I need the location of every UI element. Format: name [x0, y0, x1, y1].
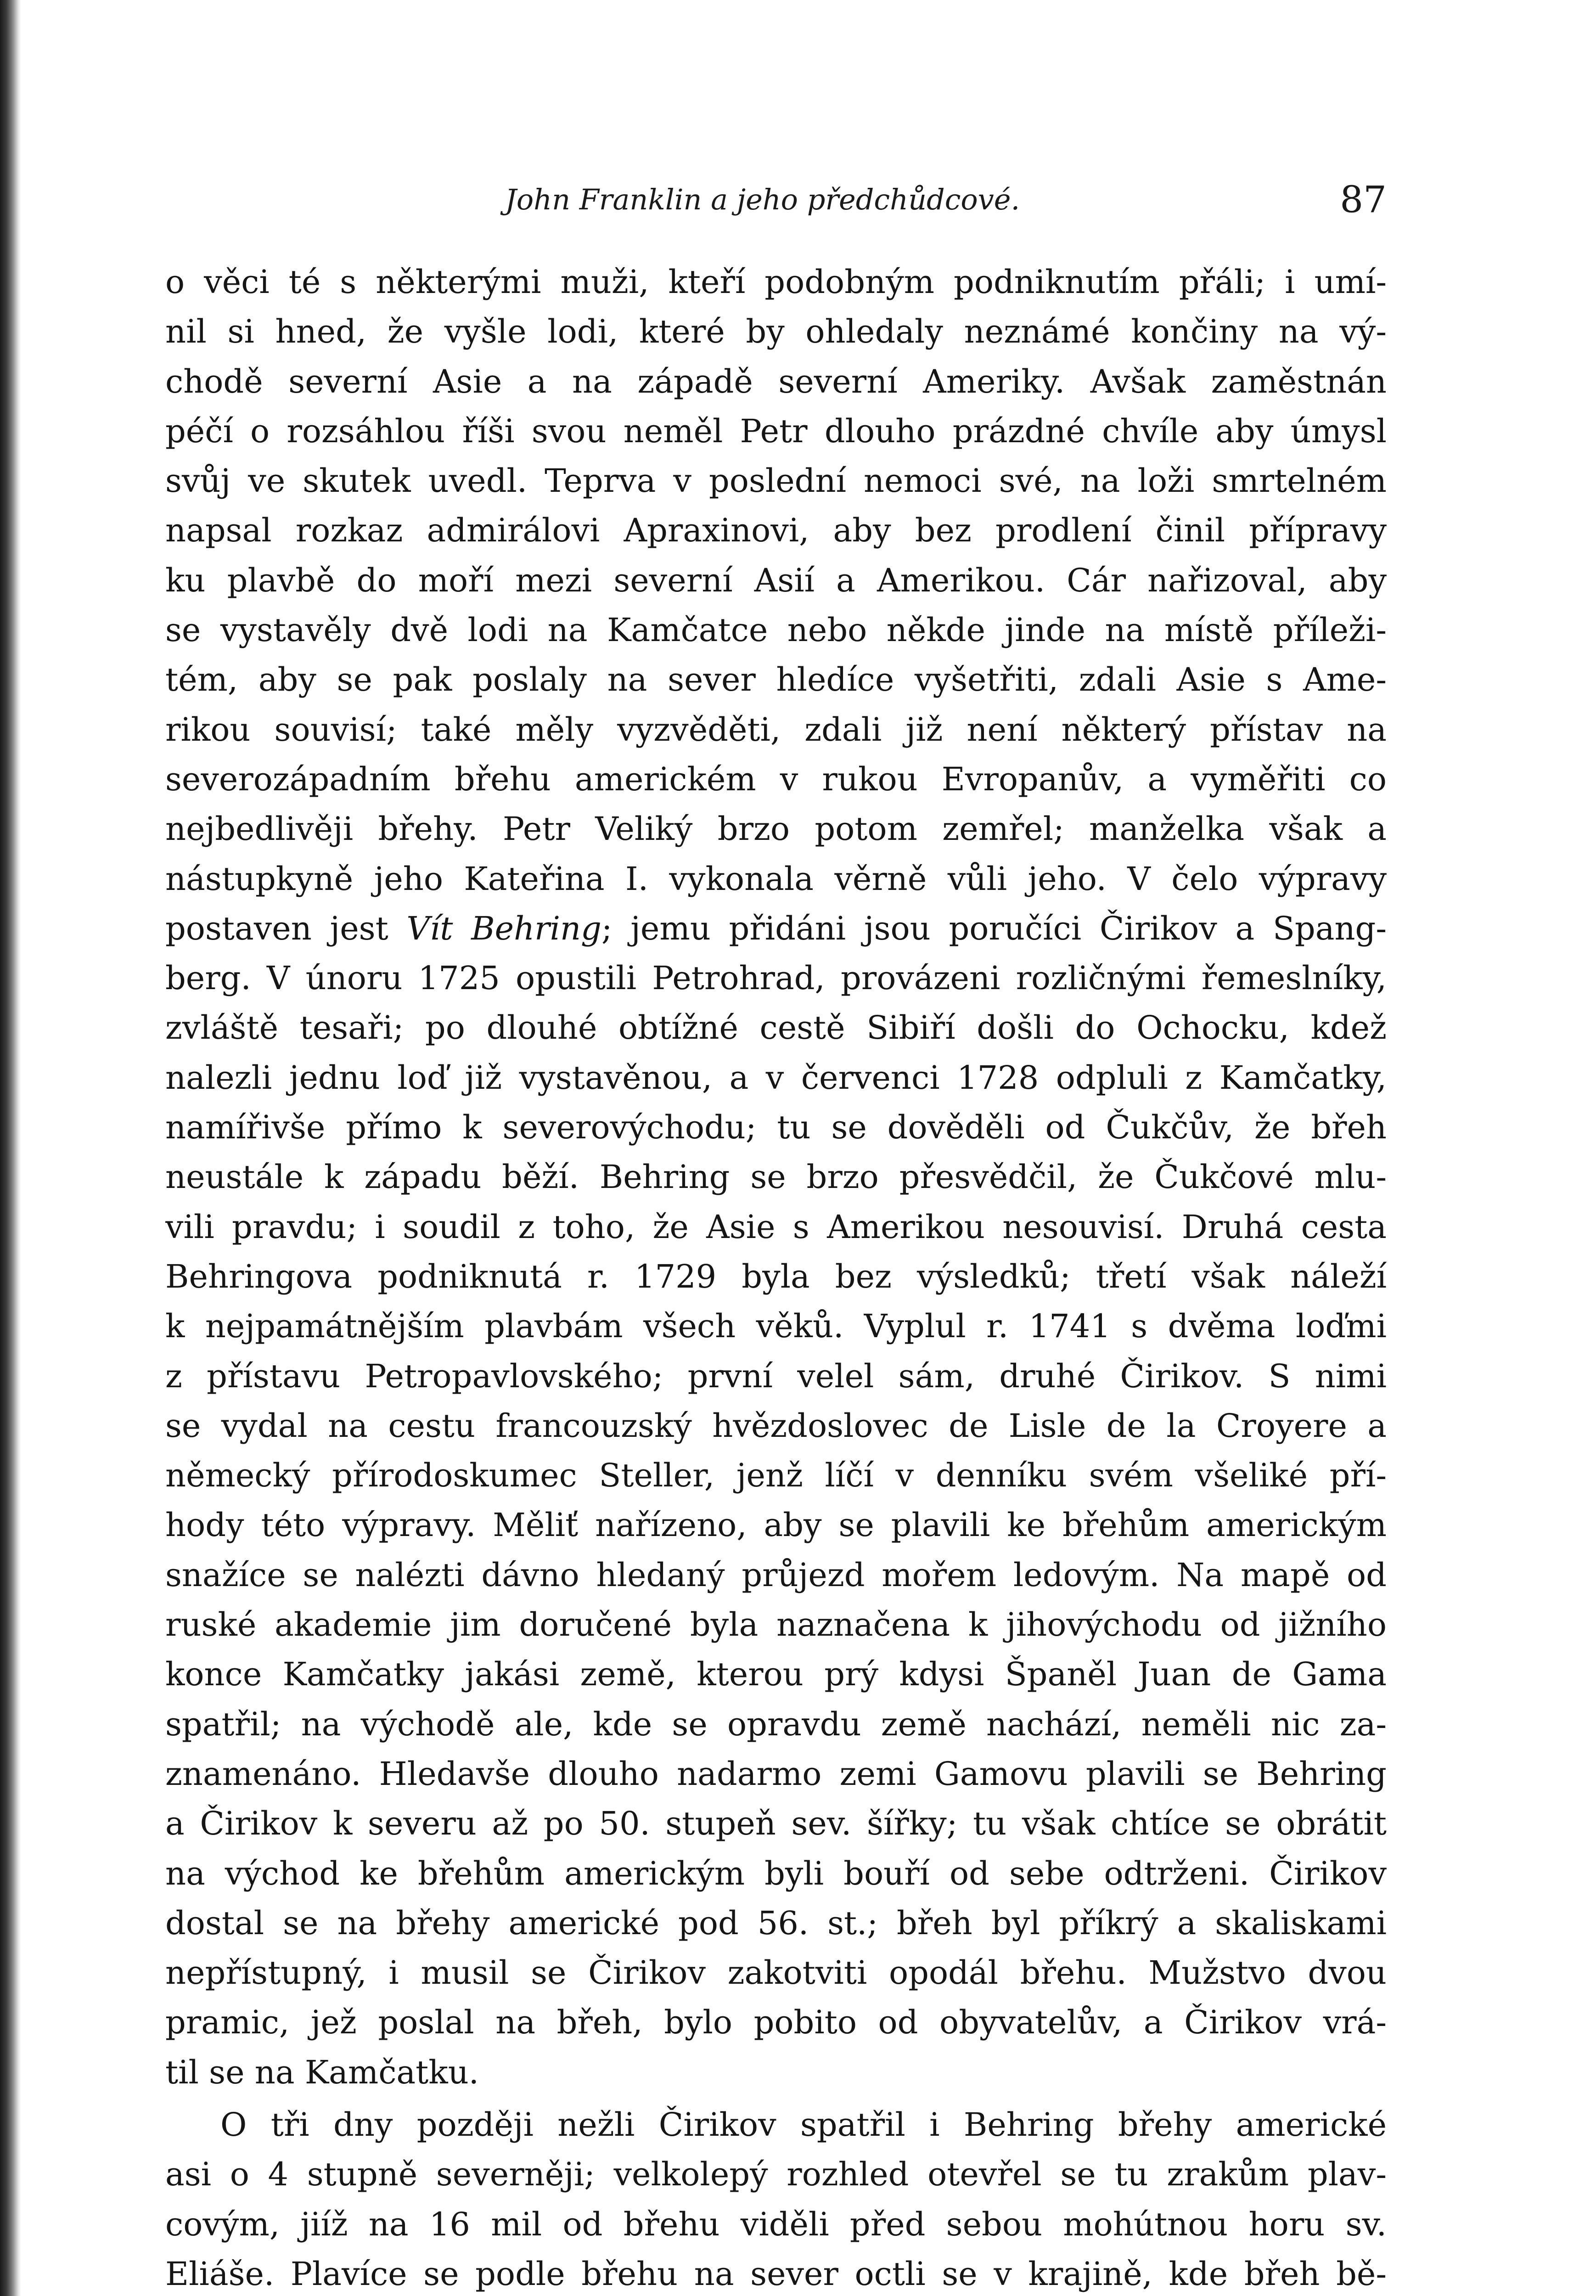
text-line: hody této výpravy. Měliť nařízeno, aby se plavili ke břehům americkým	[165, 1506, 1387, 1544]
binding-shadow	[0, 0, 21, 2296]
text-line: na východ ke břehům americkým byli bouří od sebe odtrženi. Čirikov	[165, 1854, 1387, 1892]
text-line: nepřístupný, i musil se Čirikov zakotviti opodál břehu. Mužstvo dvou	[165, 1954, 1387, 1992]
text-line: napsal rozkaz admirálovi Apraxinovi, aby bez prodlení činil přípravy	[165, 512, 1387, 550]
text-line: til se na Kamčatku.	[165, 2053, 479, 2091]
text-line: a Čirikov k severu až po 50. stupeň sev. šířky; tu však chtíce se obrátit	[165, 1805, 1387, 1843]
text-line: asi o 4 stupně severněji; velkolepý rozhled otevřel se tu zrakům plav-	[165, 2155, 1387, 2194]
text-line: k nejpamátnějším plavbám všech věků. Vyplul r. 1741 s dvěma loďmi	[165, 1307, 1387, 1345]
text-line: nejbedlivěji břehy. Petr Veliký brzo potom zemřel; manželka však a	[165, 810, 1387, 848]
text-line: vili pravdu; i soudil z toho, že Asie s Amerikou nesouvisí. Druhá cesta	[165, 1208, 1387, 1246]
text-line: Eliáše. Plavíce se podle břehu na sever octli se v krajině, kde břeh bě-	[165, 2255, 1387, 2293]
line-text: postaven jest	[165, 909, 407, 947]
text-line: nalezli jednu loď již vystavěnou, a v červenci 1728 odpluli z Kamčatky,	[165, 1058, 1387, 1097]
text-line: berg. V únoru 1725 opustili Petrohrad, provázeni rozličnými řemeslníky,	[165, 959, 1387, 997]
text-line: konce Kamčatky jakási země, kterou prý kdysi Španěl Juan de Gama	[165, 1655, 1387, 1694]
text-line-with-name	[165, 904, 1387, 953]
page-number: 87	[1340, 178, 1387, 221]
text-line: německý přírodoskumec Steller, jenž líčí v denníku svém všeliké pří-	[165, 1457, 1387, 1495]
text-line: se vydal na cestu francouzský hvězdoslovec de Lisle de la Croyere a	[165, 1407, 1387, 1445]
text-line: nil si hned, že vyšle lodi, které by ohledaly neznámé končiny na vý-	[165, 313, 1387, 351]
person-name: Vít Behring	[406, 909, 601, 947]
text-line: spatřil; na východě ale, kde se opravdu země nachází, neměli nic za-	[165, 1705, 1387, 1743]
text-line: zvláště tesaři; po dlouhé obtížné cestě Sibiří došli do Ochocku, kdež	[165, 1009, 1387, 1047]
page-header	[165, 170, 1387, 230]
text-line: péčí o rozsáhlou říši svou neměl Petr dlouho prázdné chvíle aby úmysl	[165, 412, 1387, 450]
line-text: ; jemu přidáni jsou poručíci Čirikov a Spang-	[601, 909, 1387, 947]
text-line: svůj ve skutek uvedl. Teprva v poslední nemoci své, na loži smrtelném	[165, 462, 1387, 500]
text-line: se vystavěly dvě lodi na Kamčatce nebo někde jinde na místě příleži-	[165, 611, 1387, 649]
text-line: znamenáno. Hledavše dlouho nadarmo zemi Gamovu plavili se Behring	[165, 1755, 1387, 1793]
text-line: namířivše přímo k severovýchodu; tu se dověděli od Čukčův, že břeh	[165, 1109, 1387, 1147]
text-line: covým, jiíž na 16 mil od břehu viděli před sebou mohútnou horu sv.	[165, 2205, 1387, 2243]
text-line: ruské akademie jim doručené byla naznačena k jihovýchodu od jižního	[165, 1606, 1387, 1644]
text-line: Behringova podniknutá r. 1729 byla bez výsledků; třetí však náleží	[165, 1257, 1387, 1295]
running-title: John Franklin a jeho předchůdcové.	[505, 183, 1020, 216]
text-line: dostal se na břehy americké pod 56. st.; břeh byl příkrý a skaliskami	[165, 1904, 1387, 1942]
text-line: z přístavu Petropavlovského; první velel sám, druhé Čirikov. S nimi	[165, 1357, 1387, 1395]
text-line: tém, aby se pak poslaly na sever hledíce vyšetřiti, zdali Asie s Ame-	[165, 661, 1387, 699]
text-line: O tři dny později nežli Čirikov spatřil i Behring břehy americké	[220, 2105, 1387, 2144]
text-line: chodě severní Asie a na západě severní Ameriky. Avšak zaměstnán	[165, 362, 1387, 400]
body-text	[165, 257, 1387, 2296]
text-line: pramic, jež poslal na břeh, bylo pobito od obyvatelův, a Čirikov vrá-	[165, 2003, 1387, 2042]
text-line: snažíce se nalézti dávno hledaný průjezd mořem ledovým. Na mapě od	[165, 1556, 1387, 1594]
text-line: rikou souvisí; také měly vyzvěděti, zdali již není některý přístav na	[165, 710, 1387, 748]
text-line: severozápadním břehu americkém v rukou Evropanův, a vyměřiti co	[165, 760, 1387, 798]
text-line: neustále k západu běží. Behring se brzo přesvědčil, že Čukčové mlu-	[165, 1158, 1387, 1196]
text-line: nástupkyně jeho Kateřina I. vykonala věrně vůli jeho. V čelo výpravy	[165, 860, 1387, 898]
text-line: ku plavbě do moří mezi severní Asií a Amerikou. Cár nařizoval, aby	[165, 561, 1387, 599]
text-line: o věci té s některými muži, kteří podobným podniknutím přáli; i umí-	[165, 263, 1387, 301]
